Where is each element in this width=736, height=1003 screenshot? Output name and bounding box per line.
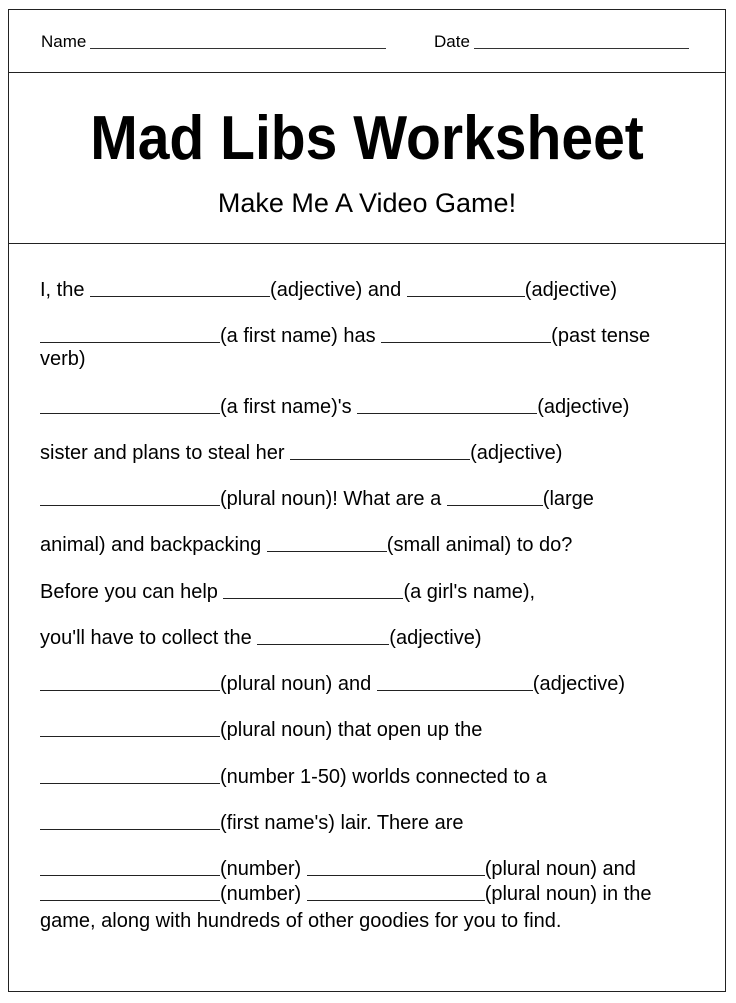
story-line (40, 278, 617, 303)
name-line[interactable] (90, 47, 386, 49)
story-text: (adjective) (537, 396, 630, 418)
story-text: (plural noun)! What are a (220, 488, 447, 510)
story-text: (adjective) (470, 442, 563, 464)
fill-in-blank[interactable] (267, 550, 387, 552)
name-field[interactable] (41, 32, 386, 52)
story-text: you'll have to collect the (40, 627, 258, 649)
story-line (40, 347, 86, 372)
story-line (40, 626, 482, 651)
story-line (40, 533, 572, 558)
story-text: (a girl's name), (403, 581, 536, 603)
fill-in-blank[interactable] (447, 504, 543, 506)
story-text: (past tense (551, 325, 651, 347)
fill-in-blank[interactable] (290, 458, 470, 460)
story-text: animal) and backpacking (40, 534, 267, 556)
page-title: Mad Libs Worksheet (90, 104, 644, 173)
story-line (40, 487, 594, 512)
story-text: (plural noun) that open up the (220, 719, 483, 741)
story-text: I, the (40, 279, 91, 301)
page-subtitle: Make Me A Video Game! (217, 188, 517, 218)
story-text: (first name's) lair. There are (220, 812, 464, 834)
fill-in-blank[interactable] (307, 899, 485, 901)
fill-in-blank[interactable] (40, 341, 220, 343)
story-text: Before you can help (40, 581, 224, 603)
story-line (40, 909, 561, 934)
story-text: (plural noun) in the (484, 883, 652, 905)
fill-in-blank[interactable] (307, 874, 485, 876)
story-line (40, 765, 547, 790)
story-text: game, along with hundreds of other goodies for you to find. (40, 910, 562, 932)
story-text: verb) (40, 348, 86, 370)
fill-in-blank[interactable] (223, 597, 403, 599)
story-text: (number 1-50) worlds connected to a (220, 766, 547, 788)
fill-in-blank[interactable] (407, 295, 525, 297)
story-text: (number) (220, 858, 307, 880)
story-text: (plural noun) and (220, 673, 377, 695)
fill-in-blank[interactable] (377, 689, 533, 691)
fill-in-blank[interactable] (40, 735, 220, 737)
story-line (40, 441, 562, 466)
fill-in-blank[interactable] (40, 782, 220, 784)
story-line (40, 672, 625, 697)
story-text: (plural noun) and (484, 858, 636, 880)
story-line (40, 324, 650, 349)
story-line (40, 857, 636, 882)
story-text: (adjective) (389, 627, 482, 649)
fill-in-blank[interactable] (90, 295, 270, 297)
story-text: (number) (220, 883, 307, 905)
fill-in-blank[interactable] (40, 899, 220, 901)
date-field[interactable] (434, 32, 689, 52)
fill-in-blank[interactable] (40, 874, 220, 876)
fill-in-blank[interactable] (40, 828, 220, 830)
story-text: (adjective) (532, 673, 626, 695)
story-text: sister and plans to steal her (40, 442, 291, 464)
story-text: (small animal) to do? (386, 534, 573, 556)
story-text: (a first name)'s (220, 396, 358, 418)
fill-in-blank[interactable] (381, 341, 551, 343)
story-line (40, 882, 651, 907)
story-line (40, 580, 535, 605)
story-line (40, 395, 629, 420)
fill-in-blank[interactable] (257, 643, 389, 645)
header-row (9, 10, 725, 73)
story-line (40, 811, 464, 836)
date-line[interactable] (474, 47, 689, 49)
fill-in-blank[interactable] (40, 689, 220, 691)
date-label: Date (434, 32, 470, 51)
name-label: Name (41, 32, 87, 51)
fill-in-blank[interactable] (40, 504, 220, 506)
story-text: (adjective) (524, 279, 618, 301)
story-text: (large (542, 488, 594, 510)
story-text: (a first name) has (220, 325, 382, 347)
fill-in-blank[interactable] (357, 412, 537, 414)
story-line (40, 718, 482, 743)
story-text: (adjective) and (270, 279, 407, 301)
fill-in-blank[interactable] (40, 412, 220, 414)
title-section (9, 73, 725, 244)
